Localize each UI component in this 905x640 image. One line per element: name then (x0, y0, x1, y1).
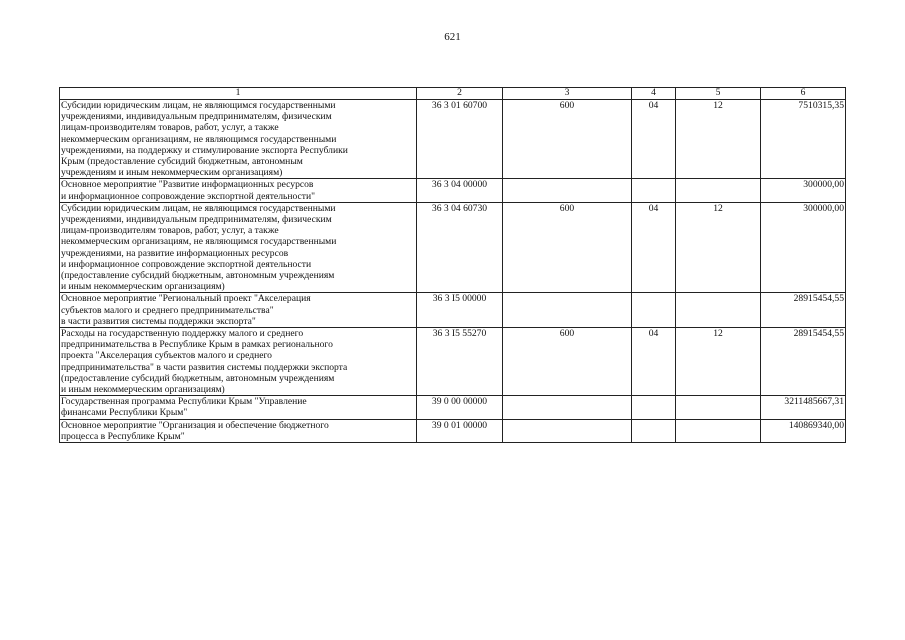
row-expense-type: 600 (503, 202, 632, 293)
row-sum: 7510315,35 (761, 100, 846, 179)
table-row (60, 100, 846, 179)
table-row (60, 179, 846, 202)
row-section (632, 293, 676, 328)
row-section (632, 179, 676, 202)
row-expense-type (503, 396, 632, 419)
row-target-code: 36 3 04 00000 (417, 179, 503, 202)
row-expense-type (503, 179, 632, 202)
column-header: 6 (761, 88, 846, 100)
row-name: Расходы на государственную поддержку малого и среднего предпринимательства в Республике Крым в рамках регионального проекта "Акселерация субъектов малого и среднего предпринимательства" в части развития системы поддержки экспорта (предоставление субсидий бюджетным, автономным учреждениям и иным некоммерческим организациям) (60, 328, 417, 396)
column-header: 3 (503, 88, 632, 100)
header-row (60, 88, 846, 100)
row-target-code: 36 3 I5 00000 (417, 293, 503, 328)
row-target-code: 36 3 04 60730 (417, 202, 503, 293)
row-section: 04 (632, 100, 676, 179)
row-sum: 28915454,55 (761, 328, 846, 396)
row-expense-type: 600 (503, 100, 632, 179)
page-number: 621 (444, 31, 461, 43)
column-header: 2 (417, 88, 503, 100)
row-subsection (676, 396, 761, 419)
row-section: 04 (632, 328, 676, 396)
row-name: Основное мероприятие "Организация и обеспечение бюджетного процесса в Республике Крым" (60, 419, 417, 442)
row-subsection: 12 (676, 202, 761, 293)
table-row (60, 328, 846, 396)
row-expense-type (503, 293, 632, 328)
row-subsection (676, 179, 761, 202)
row-section: 04 (632, 202, 676, 293)
row-subsection (676, 293, 761, 328)
row-sum: 300000,00 (761, 179, 846, 202)
row-subsection: 12 (676, 100, 761, 179)
row-section (632, 396, 676, 419)
row-target-code: 36 3 I5 55270 (417, 328, 503, 396)
row-sum: 140869340,00 (761, 419, 846, 442)
table-row (60, 396, 846, 419)
table-row (60, 202, 846, 293)
row-sum: 28915454,55 (761, 293, 846, 328)
row-subsection (676, 419, 761, 442)
row-name: Субсидии юридическим лицам, не являющимся государственными учреждениями, индивидуальным предпринимателям, физическим лицам-производителям товаров, работ, услуг, а также некоммерческим организациям, не являющимся государственными учреждениями, на поддержку и стимулирование экспорта Республики Крым (предоставление субсидий бюджетным, автономным учреждениям и иным некоммерческим организациям) (60, 100, 417, 179)
table-row (60, 293, 846, 328)
row-name: Субсидии юридическим лицам, не являющимся государственными учреждениями, индивидуальным предпринимателям, физическим лицам-производителям товаров, работ, услуг, а также некоммерческим организациям, не являющимся государственными учреждениями, на развитие информационных ресурсов и информационное сопровождение экспортной деятельности (предоставление субсидий бюджетным, автономным учреждениям и иным некоммерческим организациям) (60, 202, 417, 293)
column-header: 4 (632, 88, 676, 100)
table-row (60, 419, 846, 442)
budget-table (59, 87, 846, 443)
row-expense-type: 600 (503, 328, 632, 396)
row-subsection: 12 (676, 328, 761, 396)
row-sum: 300000,00 (761, 202, 846, 293)
column-header: 5 (676, 88, 761, 100)
row-target-code: 36 3 01 60700 (417, 100, 503, 179)
row-target-code: 39 0 00 00000 (417, 396, 503, 419)
row-sum: 3211485667,31 (761, 396, 846, 419)
row-section (632, 419, 676, 442)
row-expense-type (503, 419, 632, 442)
row-name: Основное мероприятие "Региональный проект "Акселерация субъектов малого и среднего предпринимательства" в части развития системы поддержки экспорта" (60, 293, 417, 328)
row-name: Основное мероприятие "Развитие информационных ресурсов и информационное сопровождение экспортной деятельности" (60, 179, 417, 202)
row-name: Государственная программа Республики Крым "Управление финансами Республики Крым" (60, 396, 417, 419)
column-header: 1 (60, 88, 417, 100)
row-target-code: 39 0 01 00000 (417, 419, 503, 442)
